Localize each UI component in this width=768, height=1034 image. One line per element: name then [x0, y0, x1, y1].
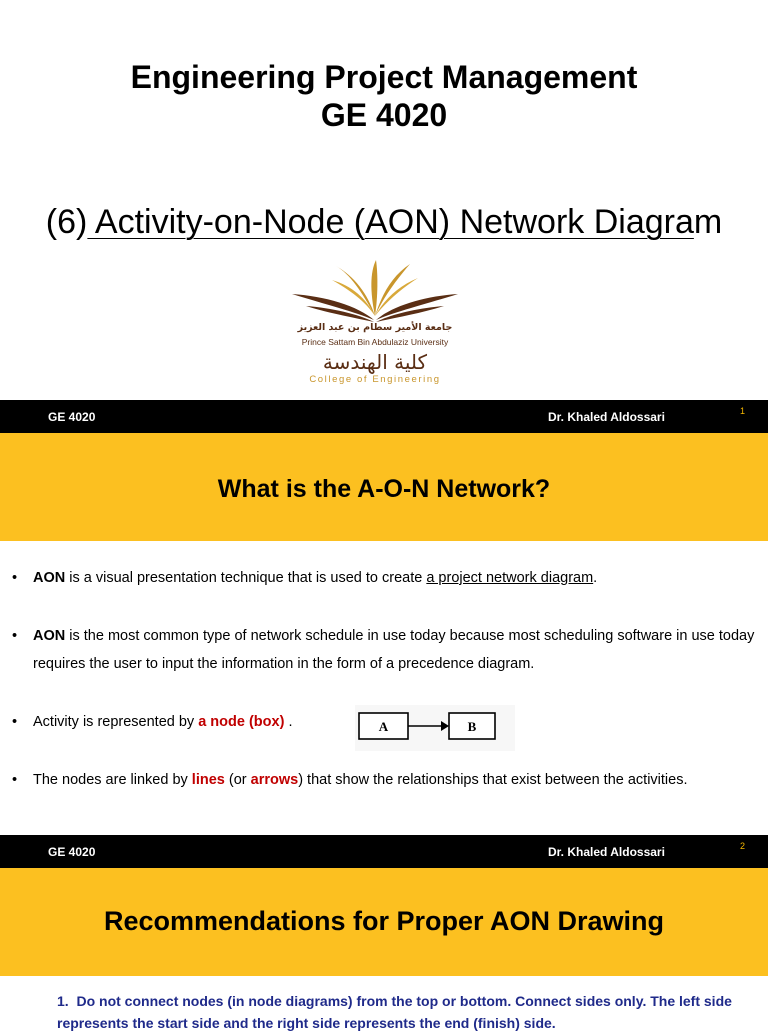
- item-text: Do not connect nodes (in node diagrams) from the top or bottom. Connect sides only. The left side represents the start side and the right side represents the end (finish) side.: [57, 993, 732, 1031]
- slide-heading: What is the A-O-N Network?: [217, 475, 551, 503]
- bullet-highlight: a node (box): [198, 714, 285, 730]
- footer-course: GE 4020: [48, 410, 96, 424]
- bullet-highlight: lines: [191, 772, 225, 788]
- bullet-text: (or: [224, 772, 251, 788]
- item-number: 1.: [57, 993, 69, 1009]
- bullet-lead: AON: [33, 570, 66, 586]
- bullet-icon: •: [12, 772, 18, 788]
- footer-course: GE 4020: [48, 845, 96, 859]
- node-a-label: A: [378, 719, 389, 734]
- subtitle-main: Activity-on-Node (AON) Network Diagra: [87, 203, 694, 241]
- bullet-end: .: [284, 714, 293, 730]
- bullet-text: ) that show the relationships that exist between the activities.: [298, 772, 688, 788]
- bullet-icon: •: [12, 570, 18, 586]
- slide-heading: Recommendations for Proper AON Drawing: [103, 906, 665, 936]
- title-line-1: Engineering Project Management: [130, 59, 638, 95]
- footer-page-number: 2: [740, 841, 746, 851]
- slide-header-band: [0, 433, 768, 541]
- bullet-end: .: [593, 570, 598, 586]
- bullet-text: is the most common type of network schedule in use today because most scheduling software in use today requires the user to input the information in the form of a precedence diagram.: [33, 628, 755, 672]
- bullet-text: Activity is represented by: [33, 714, 199, 730]
- slide-footer: [0, 400, 768, 433]
- footer-instructor: Dr. Khaled Aldossari: [548, 410, 665, 424]
- node-diagram: [355, 705, 515, 751]
- numbered-list-item: [57, 990, 747, 1034]
- footer-page-number: 1: [740, 406, 746, 416]
- slide-title: [0, 58, 768, 134]
- slide-header-band: [0, 868, 768, 976]
- bullet-text: is a visual presentation technique that is used to create: [65, 570, 427, 586]
- bullet-icon: •: [12, 714, 18, 730]
- logo-arabic-college: كلية الهندسة: [322, 350, 428, 374]
- title-line-2: GE 4020: [320, 97, 448, 133]
- bullet-link[interactable]: a project network diagram: [426, 570, 594, 586]
- footer-instructor: Dr. Khaled Aldossari: [548, 845, 665, 859]
- slide-footer: [0, 835, 768, 868]
- logo-arabic-name: جامعة الأمير سطام بن عبد العزيز: [297, 322, 453, 333]
- slide-subtitle: [0, 202, 768, 242]
- logo-english-college: College of Engineering: [309, 374, 441, 385]
- university-logo: [270, 252, 480, 390]
- bullet-highlight: arrows: [250, 772, 299, 788]
- logo-english-name: Prince Sattam Bin Abdulaziz University: [301, 337, 449, 347]
- bullet-icon: •: [12, 628, 18, 644]
- bullet-lead: AON: [33, 628, 66, 644]
- bullet-text: The nodes are linked by: [33, 772, 192, 788]
- node-b-label: B: [467, 719, 477, 734]
- subtitle-suffix: m: [693, 203, 723, 241]
- subtitle-prefix: (6): [45, 203, 88, 241]
